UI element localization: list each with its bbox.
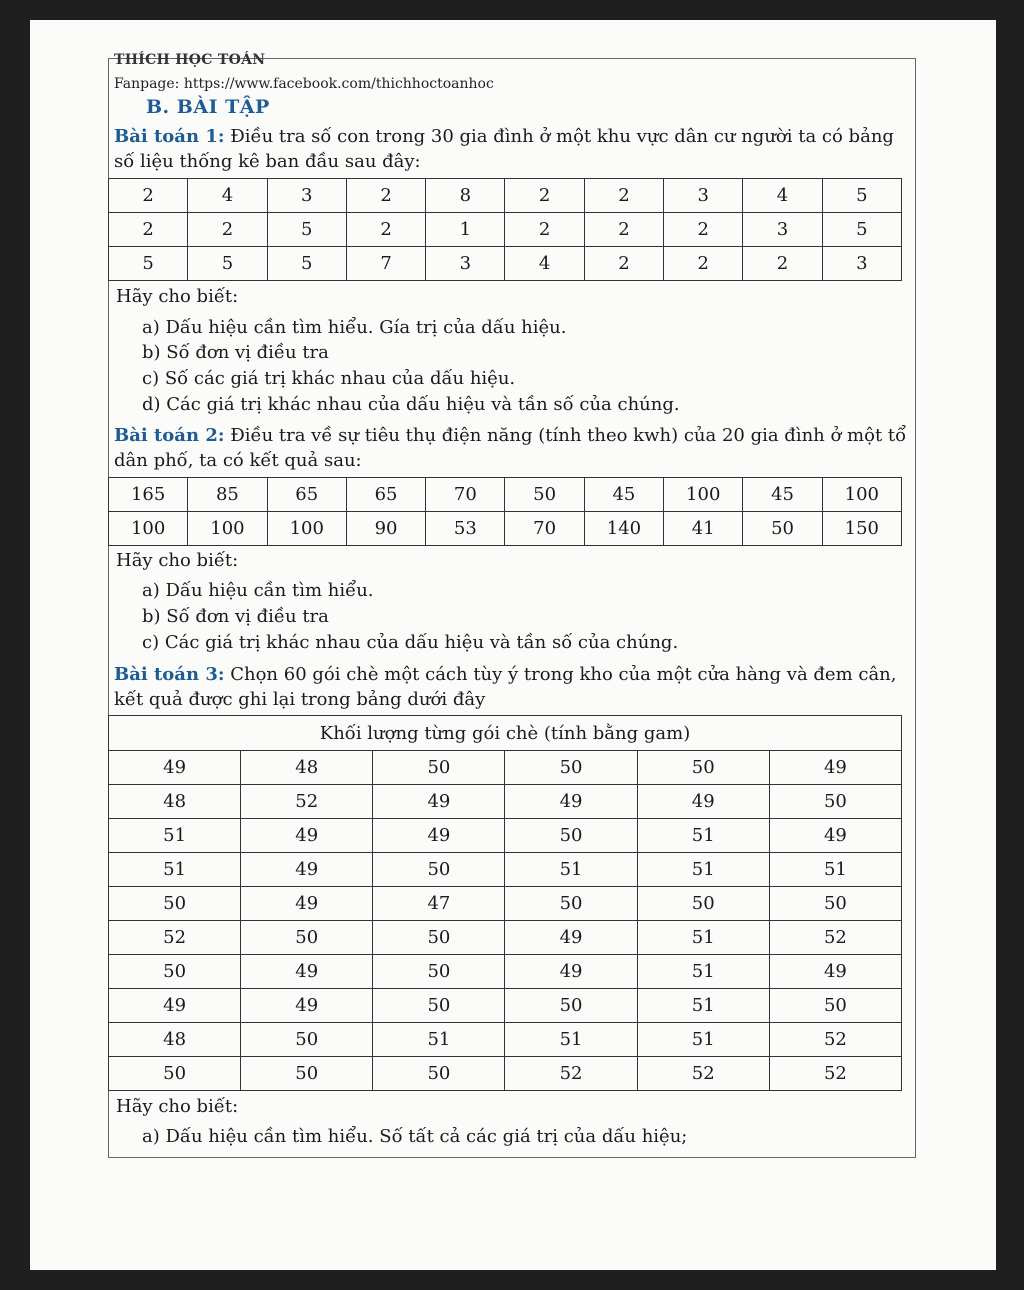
table-cell: 49 <box>109 751 241 785</box>
table-cell: 5 <box>267 213 346 247</box>
table-cell: 49 <box>769 955 901 989</box>
table-cell: 45 <box>584 478 663 512</box>
table-cell: 2 <box>109 213 188 247</box>
table-row <box>109 785 902 819</box>
table-cell: 50 <box>505 478 584 512</box>
table-cell: 51 <box>637 989 769 1023</box>
table-cell: 50 <box>769 989 901 1023</box>
table-cell: 2 <box>505 213 584 247</box>
table-cell: 49 <box>769 819 901 853</box>
table-cell: 65 <box>346 478 425 512</box>
problem-2-text: Điều tra về sự tiêu thụ điện năng (tính theo kwh) của 20 gia đình ở một tổ dân phố, ta có kết quả sau: <box>114 425 907 471</box>
table-cell: 5 <box>267 247 346 281</box>
problem-2-label: Bài toán 2: <box>114 425 225 446</box>
table-cell: 5 <box>822 179 901 213</box>
problem-1-question: a) Dấu hiệu cần tìm hiểu. Gía trị của dấu hiệu. <box>142 317 567 338</box>
problem-1-label: Bài toán 1: <box>114 126 225 147</box>
table-cell: 52 <box>109 921 241 955</box>
table-cell: 50 <box>241 1023 373 1057</box>
table-cell: 3 <box>743 213 822 247</box>
table-cell: 5 <box>188 247 267 281</box>
table-row <box>109 1057 902 1091</box>
section-title: B. BÀI TẬP <box>146 96 270 118</box>
table-cell: 52 <box>769 921 901 955</box>
table-row <box>109 213 902 247</box>
table-cell: 52 <box>769 1023 901 1057</box>
table-cell: 50 <box>241 1057 373 1091</box>
table-cell: 49 <box>505 921 637 955</box>
table-cell: 90 <box>346 512 425 546</box>
table-cell: 50 <box>373 955 505 989</box>
table-header-row <box>109 716 902 751</box>
table-row <box>109 247 902 281</box>
table-cell: 50 <box>637 751 769 785</box>
table-cell: 51 <box>637 819 769 853</box>
problem-2-question: b) Số đơn vị điều tra <box>142 606 329 627</box>
problem-1-table <box>108 178 902 281</box>
table-cell: 50 <box>109 955 241 989</box>
table-cell: 100 <box>188 512 267 546</box>
problem-3-ask: Hãy cho biết: <box>116 1096 239 1117</box>
table-cell: 51 <box>109 853 241 887</box>
table-cell: 47 <box>373 887 505 921</box>
table-cell: 70 <box>505 512 584 546</box>
problem-3-text: Chọn 60 gói chè một cách tùy ý trong kho của một cửa hàng và đem cân, kết quả được ghi lại trong bảng dưới đây <box>114 664 897 710</box>
table-cell: 50 <box>109 1057 241 1091</box>
problem-2-question: c) Các giá trị khác nhau của dấu hiệu và tần số của chúng. <box>142 632 679 653</box>
table-cell: 4 <box>743 179 822 213</box>
table-cell: 1 <box>426 213 505 247</box>
table-cell: 49 <box>109 989 241 1023</box>
table-cell: 2 <box>664 213 743 247</box>
table-cell: 49 <box>505 785 637 819</box>
table-row <box>109 819 902 853</box>
table-cell: 50 <box>373 751 505 785</box>
table-cell: 50 <box>743 512 822 546</box>
table-cell: 52 <box>769 1057 901 1091</box>
table-cell: 51 <box>637 1023 769 1057</box>
problem-1-ask: Hãy cho biết: <box>116 286 239 307</box>
table-cell: 2 <box>584 213 663 247</box>
table-cell: 2 <box>109 179 188 213</box>
table-cell: 85 <box>188 478 267 512</box>
problem-3-label: Bài toán 3: <box>114 664 225 685</box>
table-cell: 50 <box>637 887 769 921</box>
table-cell: 70 <box>426 478 505 512</box>
table-cell: 65 <box>267 478 346 512</box>
table-cell: 50 <box>505 751 637 785</box>
table-cell: 49 <box>241 989 373 1023</box>
table-cell: 50 <box>373 853 505 887</box>
table-cell: 48 <box>241 751 373 785</box>
table-row <box>109 853 902 887</box>
table-cell: 50 <box>505 989 637 1023</box>
problem-3-table <box>108 715 902 1091</box>
table-cell: 50 <box>109 887 241 921</box>
document-page <box>30 20 996 1270</box>
table-cell: 4 <box>505 247 584 281</box>
table-row <box>109 179 902 213</box>
table-cell: 50 <box>373 1057 505 1091</box>
brand-header: THÍCH HỌC TOÁN <box>114 52 266 68</box>
table-cell: 2 <box>505 179 584 213</box>
table-cell: 140 <box>584 512 663 546</box>
table-cell: 150 <box>822 512 901 546</box>
table-cell: 100 <box>664 478 743 512</box>
table-cell: 51 <box>505 853 637 887</box>
table-cell: 51 <box>637 853 769 887</box>
table-row <box>109 887 902 921</box>
table-cell: 5 <box>109 247 188 281</box>
problem-1-question: b) Số đơn vị điều tra <box>142 342 329 363</box>
table-cell: 52 <box>637 1057 769 1091</box>
table-cell: 50 <box>373 989 505 1023</box>
table-cell: 49 <box>769 751 901 785</box>
fanpage-link-text: Fanpage: https://www.facebook.com/thichhoctoanhoc <box>114 76 494 92</box>
table-row <box>109 1023 902 1057</box>
table-cell: 53 <box>426 512 505 546</box>
table-cell: 51 <box>637 955 769 989</box>
table-row <box>109 478 902 512</box>
table-cell: 52 <box>241 785 373 819</box>
table-cell: 49 <box>241 853 373 887</box>
table-cell: 49 <box>241 819 373 853</box>
table-row <box>109 751 902 785</box>
table-cell: 48 <box>109 785 241 819</box>
table-cell: 100 <box>822 478 901 512</box>
table-cell: 50 <box>241 921 373 955</box>
problem-1-question: c) Số các giá trị khác nhau của dấu hiệu. <box>142 368 516 389</box>
table-cell: 2 <box>664 247 743 281</box>
table-header-cell: Khối lượng từng gói chè (tính bằng gam) <box>109 716 902 751</box>
table-row <box>109 512 902 546</box>
table-cell: 3 <box>426 247 505 281</box>
table-cell: 3 <box>267 179 346 213</box>
problem-2-statement <box>114 423 909 473</box>
table-cell: 45 <box>743 478 822 512</box>
table-cell: 49 <box>373 819 505 853</box>
problem-2-question: a) Dấu hiệu cần tìm hiểu. <box>142 580 374 601</box>
table-cell: 49 <box>637 785 769 819</box>
table-cell: 52 <box>505 1057 637 1091</box>
table-cell: 50 <box>769 785 901 819</box>
table-cell: 51 <box>505 1023 637 1057</box>
table-cell: 2 <box>743 247 822 281</box>
table-cell: 51 <box>109 819 241 853</box>
table-cell: 100 <box>109 512 188 546</box>
table-cell: 51 <box>769 853 901 887</box>
table-cell: 2 <box>346 213 425 247</box>
table-cell: 49 <box>241 887 373 921</box>
table-row <box>109 955 902 989</box>
table-cell: 49 <box>373 785 505 819</box>
problem-1-statement <box>114 124 909 174</box>
table-cell: 8 <box>426 179 505 213</box>
table-cell: 4 <box>188 179 267 213</box>
table-cell: 2 <box>584 247 663 281</box>
problem-1-text: Điều tra số con trong 30 gia đình ở một khu vực dân cư người ta có bảng số liệu thống kê ban đầu sau đây: <box>114 126 894 172</box>
table-cell: 50 <box>373 921 505 955</box>
table-row <box>109 989 902 1023</box>
table-cell: 50 <box>505 819 637 853</box>
table-cell: 3 <box>822 247 901 281</box>
table-cell: 100 <box>267 512 346 546</box>
table-cell: 2 <box>584 179 663 213</box>
table-cell: 51 <box>373 1023 505 1057</box>
table-cell: 3 <box>664 179 743 213</box>
table-cell: 49 <box>241 955 373 989</box>
table-cell: 5 <box>822 213 901 247</box>
problem-3-question: a) Dấu hiệu cần tìm hiểu. Số tất cả các giá trị của dấu hiệu; <box>142 1126 688 1147</box>
problem-2-ask: Hãy cho biết: <box>116 550 239 571</box>
table-cell: 51 <box>637 921 769 955</box>
table-cell: 50 <box>505 887 637 921</box>
problem-2-table <box>108 477 902 546</box>
table-cell: 49 <box>505 955 637 989</box>
table-cell: 7 <box>346 247 425 281</box>
table-cell: 50 <box>769 887 901 921</box>
table-row <box>109 921 902 955</box>
table-cell: 2 <box>346 179 425 213</box>
table-cell: 2 <box>188 213 267 247</box>
table-cell: 165 <box>109 478 188 512</box>
table-cell: 41 <box>664 512 743 546</box>
table-cell: 48 <box>109 1023 241 1057</box>
problem-1-question: d) Các giá trị khác nhau của dấu hiệu và tần số của chúng. <box>142 394 680 415</box>
problem-3-statement <box>114 662 909 712</box>
